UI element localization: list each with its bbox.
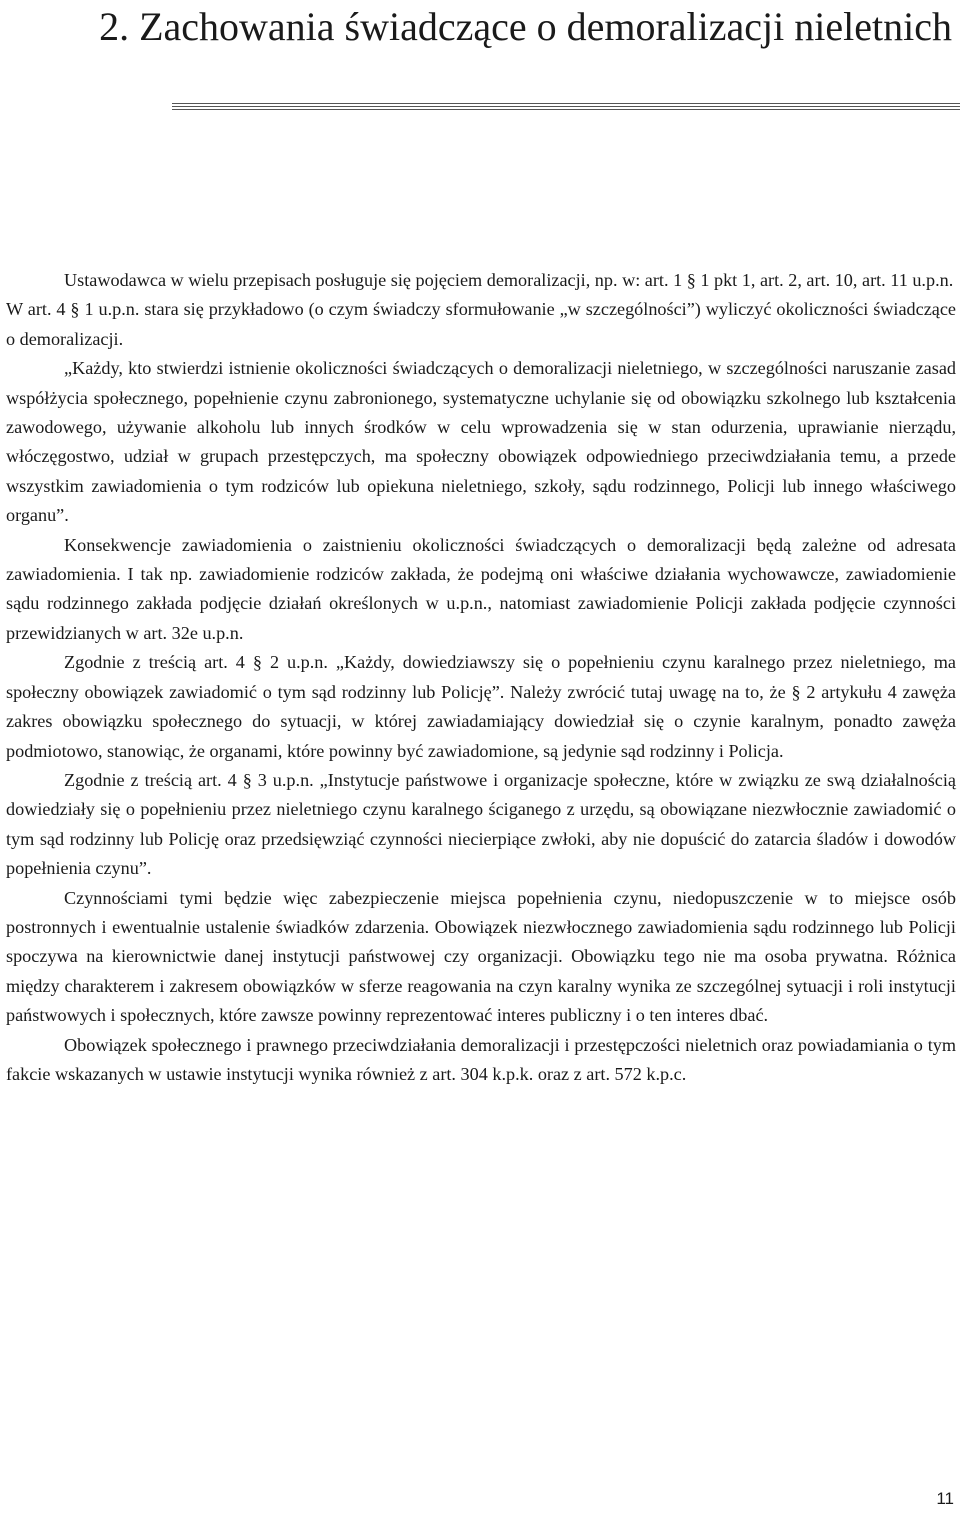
body-paragraph: Zgodnie z treścią art. 4 § 3 u.p.n. „Instytucje państwowe i organizacje społeczne, które w związku ze swą działalnością dowiedziały się o popełnieniu przez nieletniego czynu karalnego ściganego z urzędu, są obowiązane niezwłocznie zawiadomić o tym sąd rodzinny lub Policję oraz przedsięwziąć czynności niecierpiące zwłoki, aby nie dopuścić do zatarcia śladów i dowodów popełnienia czynu”. (6, 769, 956, 879)
document-body (6, 266, 956, 1089)
body-paragraph: Obowiązek społecznego i prawnego przeciwdziałania demoralizacji i przestępczości nieletnich oraz powiadamiania o tym fakcie wskazanych w ustawie instytucji wynika również z art. 304 k.p.k. oraz z art. 572 k.p.c. (6, 1034, 956, 1084)
page-number: 11 (936, 1489, 954, 1508)
body-paragraph: Ustawodawca w wielu przepisach posługuje się pojęciem demoralizacji, np. w: art. 1 § 1 pkt 1, art. 2, art. 10, art. 11 u.p.n. (64, 270, 954, 290)
page-title: 2. Zachowania świadczące o demoralizacji nieletnich (99, 4, 952, 49)
body-paragraph: W art. 4 § 1 u.p.n. stara się przykładowo (o czym świadczy sformułowanie „w szczególności”) wyliczyć okoliczności świadczące o demoralizacji. (6, 299, 956, 349)
title-underline-rule (172, 103, 960, 110)
body-paragraph: Zgodnie z treścią art. 4 § 2 u.p.n. „Każdy, dowiedziawszy się o popełnieniu czynu karalnego przez nieletniego, ma społeczny obowiązek zawiadomić o tym sąd rodzinny lub Policję”. Należy zwrócić tutaj uwagę na to, że § 2 artykułu 4 zawęża zakres obowiązku społecznego do sytuacji, w której zawiadamiający dowiedział się o czynie karalnym, ponadto zawęża podmiotowo, stanowiąc, że organami, które powinny być zawiadomione, są jedynie sąd rodzinny i Policja. (6, 652, 956, 761)
body-paragraph: Czynnościami tymi będzie więc zabezpieczenie miejsca popełnienia czynu, niedopuszczenie w to miejsce osób postronnych i ewentualnie ustalenie świadków zdarzenia. Obowiązek niezwłocznego zawiadomienia sądu rodzinnego lub Policji spoczywa na kierownictwie danej instytucji państwowej czy organizacji. Obowiązku tego nie ma osoba prywatna. Różnica między charakterem i zakresem obowiązków w sferze reagowania na czyn karalny wynika ze szczególnej sytuacji i roli instytucji państwowych i społecznych, które zawsze powinny reprezentować interes publiczny i o ten interes dbać. (6, 887, 956, 1026)
body-paragraph-quote: „Każdy, kto stwierdzi istnienie okoliczności świadczących o demoralizacji nieletniego, w szczególności naruszanie zasad współżycia społecznego, popełnienie czynu zabronionego, systematyczne uchylanie się od obowiązku szkolnego lub kształcenia zawodowego, używanie alkoholu lub innych środków w celu wprowadzenia się w stan odurzenia, uprawianie nierządu, włóczęgostwo, udział w grupach przestępczych, ma społeczny obowiązek odpowiedniego przeciwdziałania temu, a przede wszystkim zawiadomienia o tym rodziców lub opiekuna nieletniego, szkoły, sądu rodzinnego, Policji lub innego właściwego organu”. (6, 358, 956, 526)
body-paragraph: Konsekwencje zawiadomienia o zaistnieniu okoliczności świadczących o demoralizacji będą zależne od adresata zawiadomienia. I tak np. zawiadomienie rodziców zakłada, że podejmą oni właściwe działania wychowawcze, zawiadomienie sądu rodzinnego zakłada podjęcie działań określonych w u.p.n., natomiast zawiadomienie Policji zakłada podjęcie czynności przewidzianych w art. 32e u.p.n. (6, 534, 956, 643)
